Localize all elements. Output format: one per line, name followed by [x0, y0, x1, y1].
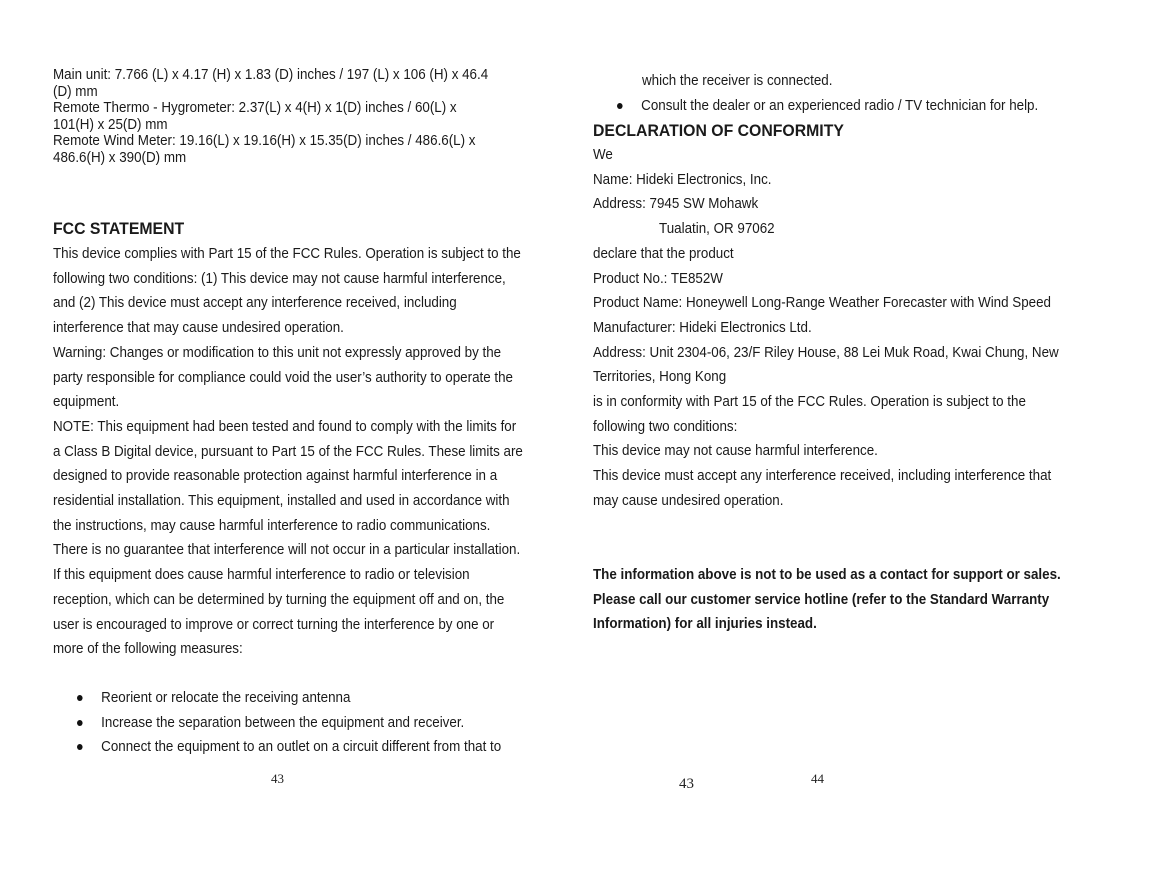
declaration-line: Address: 7945 SW Mohawk — [593, 196, 759, 213]
measures-list — [77, 686, 501, 760]
list-item-text: Consult the dealer or an experienced radio / TV technician for help. — [641, 98, 1039, 114]
notice-line: Information) for all injuries instead. — [593, 616, 817, 633]
list-item-text: Increase the separation between the equipment and receiver. — [101, 714, 465, 731]
declaration-line: Tualatin, OR 97062 — [659, 221, 775, 238]
fcc-line: the instructions, may cause harmful interference to radio communications. — [53, 517, 491, 534]
declaration-line: We — [593, 147, 613, 163]
declaration-line: Address: Unit 2304-06, 23/F Riley House, 88 Lei Muk Road, Kwai Chung, New — [593, 344, 1059, 361]
list-item — [77, 735, 501, 760]
bullet-icon — [77, 695, 83, 701]
declaration-line: Product Name: Honeywell Long-Range Weather Forecaster with Wind Speed — [593, 295, 1051, 312]
dimension-main-unit: Main unit: 7.766 (L) x 4.17 (H) x 1.83 (D) inches / 197 (L) x 106 (H) x 46.4 (D) mm — [53, 67, 489, 100]
continued-bullet-text: which the receiver is connected. — [642, 73, 833, 89]
fcc-line: Warning: Changes or modification to this unit not expressly approved by the — [53, 344, 502, 361]
fcc-line: more of the following measures: — [53, 641, 243, 658]
notice-line: Please call our customer service hotline (refer to the Standard Warranty — [593, 591, 1050, 608]
declaration-line: Name: Hideki Electronics, Inc. — [593, 171, 772, 188]
fcc-line: There is no guarantee that interference will not occur in a particular installation. — [53, 542, 521, 559]
declaration-line: This device may not cause harmful interference. — [593, 443, 878, 460]
fcc-line: party responsible for compliance could void the user’s authority to operate the — [53, 369, 514, 386]
page-number-right-b: 44 — [811, 771, 824, 786]
fcc-line: NOTE: This equipment had been tested and found to comply with the limits for — [53, 418, 517, 435]
fcc-line: equipment. — [53, 394, 120, 411]
fcc-line: a Class B Digital device, pursuant to Part 15 of the FCC Rules. These limits are — [53, 443, 523, 460]
declaration-line: Product No.: TE852W — [593, 270, 723, 287]
list-item-text: Connect the equipment to an outlet on a circuit different from that to — [101, 739, 502, 756]
dimensions-block — [53, 67, 490, 166]
declaration-line: Territories, Hong Kong — [593, 369, 727, 386]
declaration-line: This device must accept any interference received, including interference that — [593, 468, 1052, 485]
fcc-line: user is encouraged to improve or correct turning the interference by one or — [53, 616, 495, 633]
declaration-line: declare that the product — [593, 245, 734, 262]
list-item — [77, 686, 501, 711]
bullet-icon — [617, 103, 623, 109]
declaration-line: may cause undesired operation. — [593, 492, 784, 509]
list-item-text: Reorient or relocate the receiving antenna — [101, 690, 351, 706]
declaration-line: Manufacturer: Hideki Electronics Ltd. — [593, 319, 812, 336]
declaration-body — [593, 143, 1077, 514]
fcc-line: following two conditions: (1) This device may not cause harmful interference, — [53, 270, 506, 287]
declaration-heading: DECLARATION OF CONFORMITY — [593, 121, 844, 140]
fcc-line: If this equipment does cause harmful interference to radio or television — [53, 567, 470, 584]
fcc-statement-heading: FCC STATEMENT — [53, 219, 185, 238]
page-number-left: 43 — [271, 771, 284, 786]
list-item — [77, 711, 501, 736]
bullet-icon — [77, 720, 83, 726]
consult-list — [617, 94, 1038, 119]
declaration-line: is in conformity with Part 15 of the FCC Rules. Operation is subject to the — [593, 394, 1026, 411]
fcc-line: reception, which can be determined by turning the equipment off and on, the — [53, 591, 505, 608]
declaration-line: following two conditions: — [593, 418, 738, 435]
support-notice — [593, 563, 1077, 637]
page-number-right-a: 43 — [679, 776, 694, 792]
fcc-line: residential installation. This equipment, installed and used in accordance with — [53, 493, 510, 510]
bullet-icon — [77, 744, 83, 750]
dimension-thermo-hygrometer: Remote Thermo - Hygrometer: 2.37(L) x 4(H) x 1(D) inches / 60(L) x 101(H) x 25(D) mm — [53, 100, 457, 133]
notice-line: The information above is not to be used as a contact for support or sales. — [593, 567, 1061, 583]
fcc-line: designed to provide reasonable protection against harmful interference in a — [53, 468, 498, 485]
dimension-wind-meter: Remote Wind Meter: 19.16(L) x 19.16(H) x 15.35(D) inches / 486.6(L) x 486.6(H) x 390(D) mm — [53, 133, 476, 166]
fcc-line: interference that may cause undesired operation. — [53, 320, 344, 337]
fcc-line: and (2) This device must accept any interference received, including — [53, 295, 457, 312]
fcc-line: This device complies with Part 15 of the FCC Rules. Operation is subject to the — [53, 246, 521, 262]
fcc-statement-body — [53, 242, 537, 662]
list-item — [617, 94, 1038, 119]
